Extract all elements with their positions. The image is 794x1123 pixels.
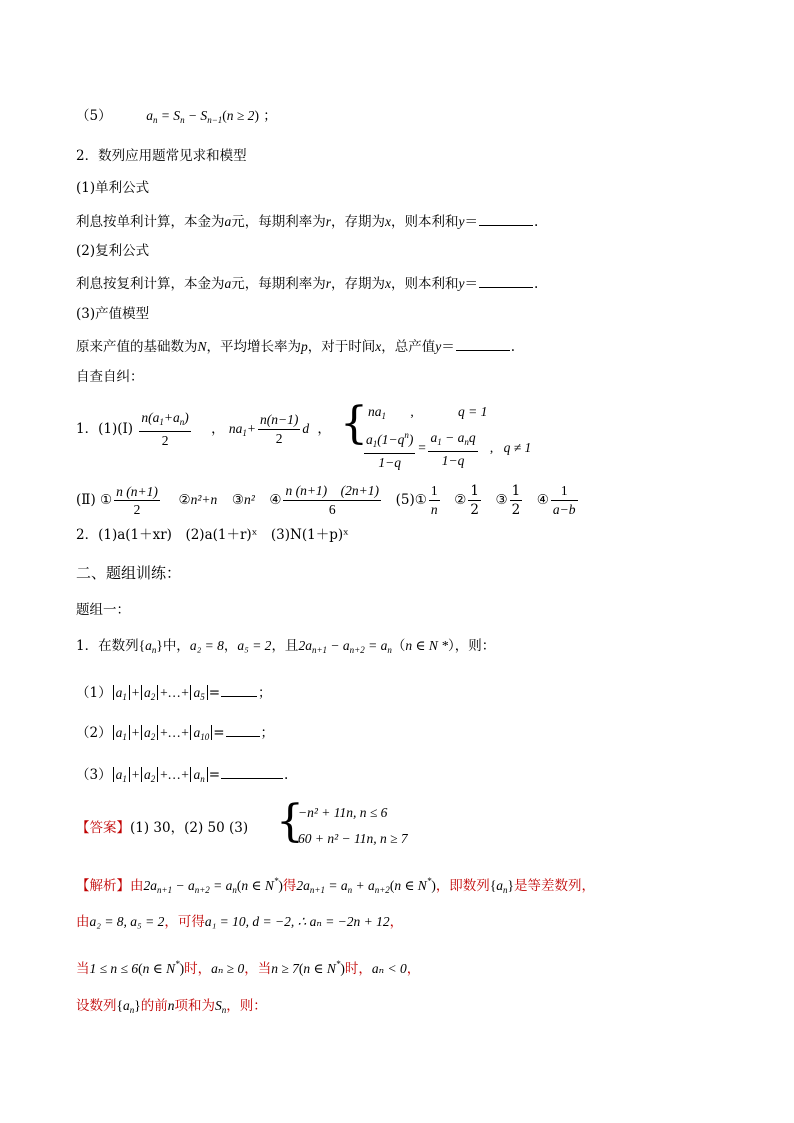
left-brace: { (340, 398, 368, 449)
answer-blank[interactable] (221, 682, 257, 697)
answer-blank[interactable] (479, 211, 533, 226)
analysis-line2: 由a₂ = 8, a₅ = 2，可得a₁ = 10, d = −2, ∴ aₙ = −2n + 12， (76, 914, 404, 930)
analysis-line3: 当1 ≤ n ≤ 6(n ∈ N*)时，aₙ ≥ 0，当n ≥ 7(n ∈ N*)时，aₙ < 0， (76, 959, 421, 977)
analysis-tag: 【解析】 (76, 878, 130, 894)
model3-desc: 原来产值的基础数为N，平均增长率为p，对于时间x，总产值y＝ . (76, 336, 515, 357)
section2-title: 2．数列应用题常见求和模型 (76, 148, 247, 164)
answer-blank[interactable] (221, 764, 283, 779)
problem1-sub2: （2） $a_1 + a_2$ +…+ $a_{10}$ = ； (76, 722, 274, 747)
formula-item-5 (76, 106, 277, 130)
group1-title: 题组一： (76, 602, 130, 618)
selfcheck-line1: 1．(1)(Ⅰ) $\frac{n(a_1+a_n)}{2}$ ， $na_1+$ $\frac{n(n-1)}{2}$ d ， (76, 410, 331, 448)
geo-case-2: $\frac{a_1(1-q^n)}{1-q}$ = $\frac{a_1 - a_nq}{1-q}$ , q ≠ 1 (362, 426, 531, 472)
model3-name: (3)产值模型 (76, 306, 150, 322)
selfcheck-line3: 2．(1)a(1＋xr) (2)a(1＋r)ˣ (3)N(1＋p)ˣ (76, 527, 349, 543)
analysis-line4: 设数列$\{a_n\}$的前n项和为$S_n$，则： (76, 998, 267, 1015)
geo-case-1: $na_1$ , q = 1 (368, 404, 488, 421)
sum-formula-1: $\frac{n(a_1+a_n)}{2}$ (141, 410, 189, 448)
model2-name: (2)复利公式 (76, 243, 150, 259)
section-er-title: 二、题组训练： (76, 564, 182, 582)
analysis-line1: 【解析】由$2a_{n+1} - a_{n+2} = a_n(n$ ∈ N*)得$2a_{n+1} = a_n + a_{n+2}(n$ ∈ N*)，即数列$\{a_n\}$是等差数列， (76, 876, 596, 895)
model1-desc: 利息按单利计算，本金为a元，每期利率为r，存期为x，则本利和y＝ . (76, 211, 538, 232)
model1-name: (1)单利公式 (76, 180, 150, 196)
answer-tag: 【答案】 (76, 820, 130, 836)
item-label: （5） (76, 108, 112, 124)
answer-blank[interactable] (226, 722, 260, 737)
problem1-sub1: （1） $a_1 + a_2$ +…+ $a_5$ = ； (76, 682, 272, 707)
item-tail: ； (263, 108, 277, 124)
formula: $a_n = S_n - S_{n-1}(n \ge 2)$ (146, 108, 259, 125)
answer-blank[interactable] (479, 273, 533, 288)
answer-case-2: 60 + n² − 11n, n ≥ 7 (298, 831, 408, 846)
problem1-sub3: （3） $a_1 + a_2$ +…+ $a_n$ = . (76, 764, 288, 789)
answer-case-1: −n² + 11n, n ≤ 6 (298, 805, 388, 820)
answer-blank[interactable] (456, 336, 510, 351)
problem1-stem: 1．在数列$\{a_n\}$中，a₂ = 8，a₅ = 2，且$2a_{n+1} - a_{n+2} = a_n(n$ ∈ N *），则： (76, 638, 496, 655)
sum-formula-2: $\frac{n(n-1)}{2}$ (259, 412, 299, 446)
model2-desc: 利息按复利计算，本金为a元，每期利率为r，存期为x，则本利和y＝ . (76, 273, 538, 294)
answer-text: (1) 30，(2) 50 (3) (130, 820, 249, 836)
selfcheck-title: 自查自纠： (76, 369, 144, 385)
selfcheck-line2: (Ⅱ) ① $\frac{n (n+1)}{2}$ ②n²+n ③n² ④ $\frac{n (n+1) (2n+1)}{6}$ (5)① $\frac{1}{n}$ ② $\frac{1}{2}$ ③ $\frac{1}{2}$ ④ $\frac{1}{a-b}$ (76, 483, 576, 518)
answer-brace: { (276, 796, 304, 847)
answer-line (76, 818, 248, 838)
